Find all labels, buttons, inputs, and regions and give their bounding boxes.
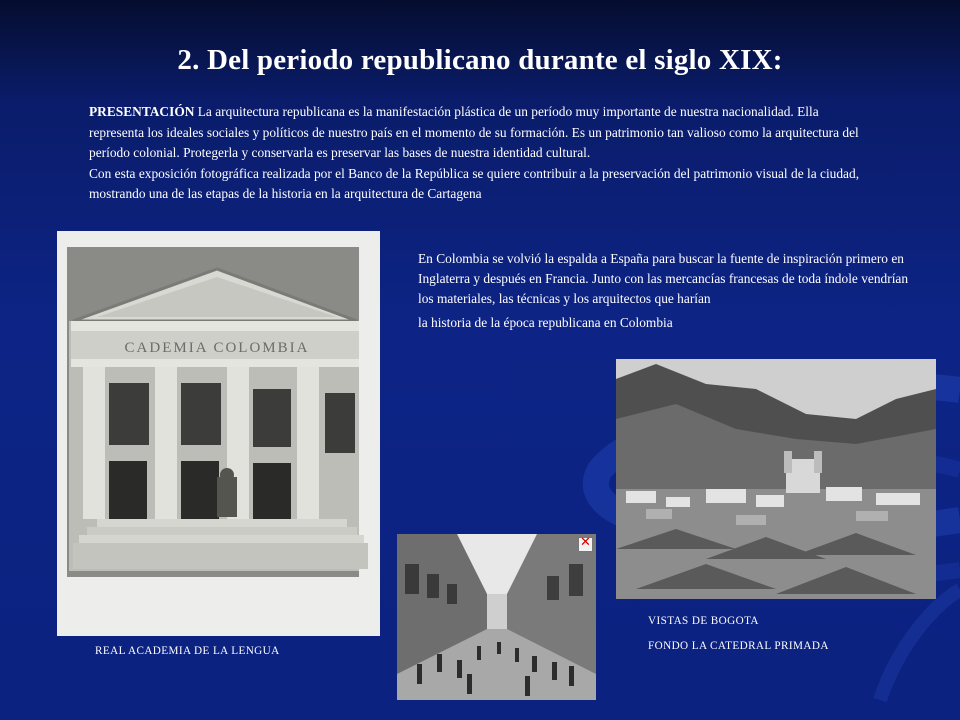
street-photo-frame <box>397 534 596 700</box>
bogota-caption-line2: FONDO LA CATEDRAL PRIMADA <box>648 640 829 652</box>
intro-text-2: Con esta exposición fotográfica realizada por el Banco de la República se quiere contribuir a la preservación del patrimonio visual de la ciudad, mostrando una de las etapas de la historia en la arquitectura de Cartagena <box>89 165 860 201</box>
frieze-text: CADEMIA COLOMBIA <box>124 340 310 356</box>
intro-text: La arquitectura republicana es la manifestación plástica de un período muy importante de nuestra nacionalidad. Ella representa los ideales sociales y políticos de nuestro país en el momento de su formación. Es un patrimonio tan valioso como la arquitectura del período colonial. Protegerla y conservarla es preservar las bases de nuestra identidad cultural. <box>89 104 859 160</box>
intro-paragraph <box>89 102 869 205</box>
academia-photo <box>57 231 380 636</box>
bogota-caption-line1: VISTAS DE BOGOTA <box>648 615 759 627</box>
colombia-paragraph <box>418 249 918 333</box>
colombia-text: En Colombia se volvió la espalda a España para buscar la fuente de inspiración primero en Inglaterra y después en Francia. Junto con las mercancías francesas de toda índole vendrían los materiales, las técnicas y los arquitectos que harían <box>418 251 909 306</box>
intro-lead: PRESENTACIÓN <box>89 104 195 119</box>
slide-title: 2. Del periodo republicano durante el siglo XIX: <box>177 44 783 76</box>
street-photo <box>397 534 596 700</box>
bogota-photo <box>616 359 936 599</box>
cityscape-photo <box>616 359 936 599</box>
colombia-text-2: la historia de la época republicana en Colombia <box>418 315 673 330</box>
academia-caption: REAL ACADEMIA DE LA LENGUA <box>95 645 280 657</box>
building-photo <box>57 231 380 636</box>
broken-image-icon: ✕ <box>578 537 593 552</box>
